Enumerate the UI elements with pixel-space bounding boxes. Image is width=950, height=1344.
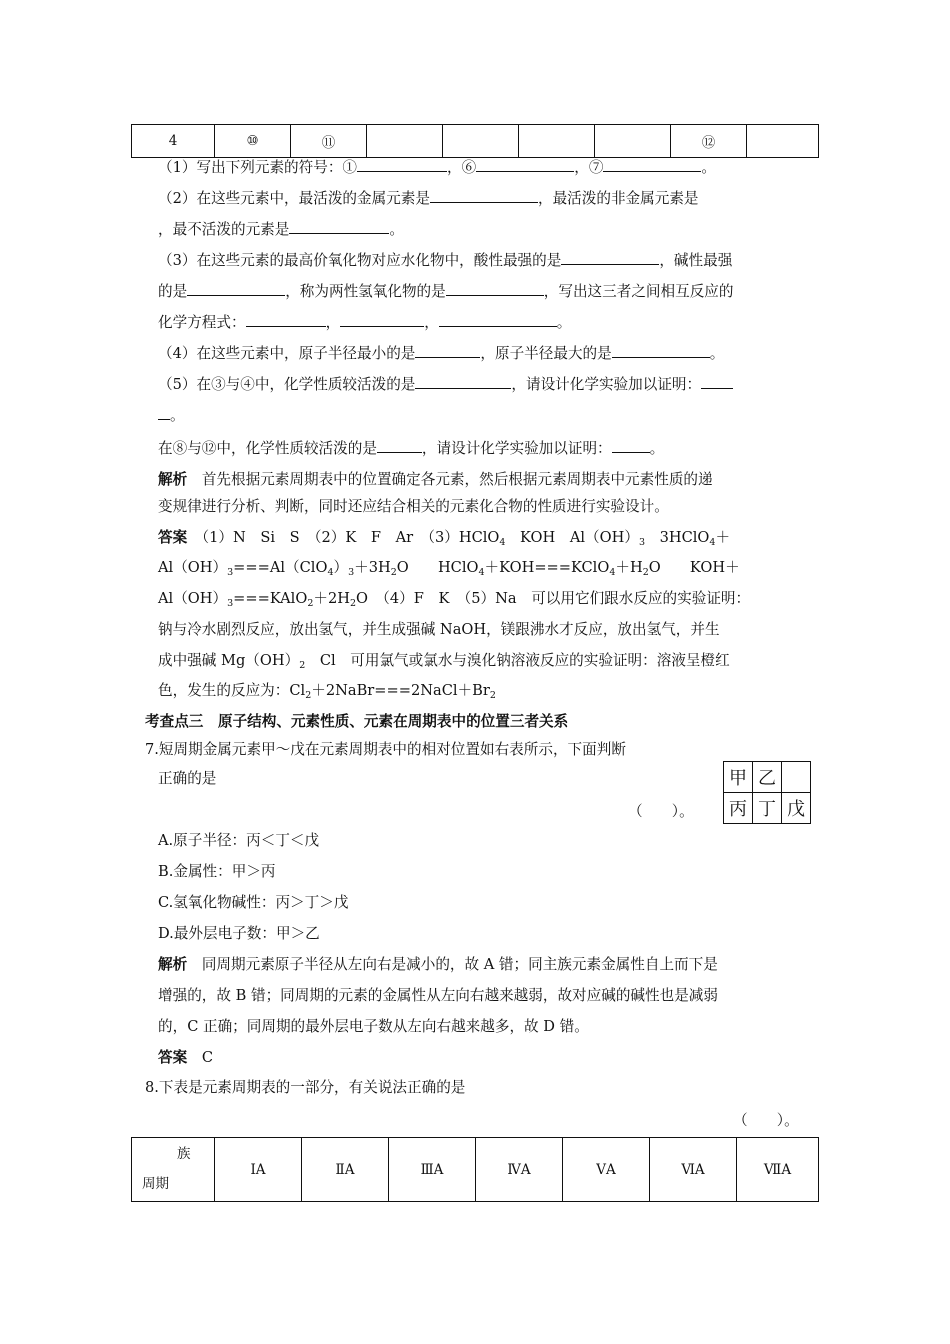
analysis-text: 变规律进行分析、判断，同时还应结合相关的元素化合物的性质进行实验设计。 bbox=[158, 498, 669, 515]
answer-blank[interactable] bbox=[415, 373, 511, 389]
mini-cell: 甲 bbox=[724, 762, 753, 793]
answer-text: ＋2NaBr===2NaCl＋Br bbox=[311, 682, 490, 699]
analysis-1-line-1 bbox=[158, 469, 713, 491]
q2-text: ，最不活泼的元素是 bbox=[158, 221, 290, 238]
analysis-text: 同周期元素原子半径从左向右是减小的，故 A 错；同主族元素金属性自上而下是 bbox=[201, 956, 718, 973]
question-5-line-1 bbox=[158, 373, 733, 396]
q1-sep: ，⑥ bbox=[447, 159, 477, 176]
mini-cell bbox=[782, 762, 811, 793]
group-header: ⅤA bbox=[563, 1138, 650, 1202]
option-b[interactable]: B.金属性：甲＞丙 bbox=[158, 863, 276, 880]
answer-blank[interactable] bbox=[439, 311, 557, 327]
answer-text: ===Al（ClO bbox=[233, 559, 328, 576]
element-cell bbox=[519, 125, 595, 158]
answer-blank[interactable] bbox=[340, 311, 424, 327]
analysis-label: 解析 bbox=[158, 471, 188, 488]
q3-text: 化学方程式： bbox=[158, 314, 246, 331]
answer-blank[interactable] bbox=[289, 218, 389, 234]
answer-blank[interactable] bbox=[246, 311, 326, 327]
q4-text: （4）在这些元素中，原子半径最小的是 bbox=[158, 345, 416, 362]
subscript: 3 bbox=[348, 567, 355, 578]
mini-cell: 乙 bbox=[753, 762, 782, 793]
subscript: 2 bbox=[642, 567, 649, 578]
group-header: ⅡA bbox=[302, 1138, 389, 1202]
option-c[interactable]: C.氢氧化物碱性：丙＞丁＞戊 bbox=[158, 894, 349, 911]
answer-text: Al（OH） bbox=[158, 590, 228, 607]
q5-text: （5）在③与④中，化学性质较活泼的是 bbox=[158, 376, 416, 393]
answer-text: ＋2H bbox=[313, 590, 350, 607]
question-4 bbox=[158, 342, 724, 365]
q1-text: （1）写出下列元素的符号：① bbox=[158, 159, 358, 176]
option-a[interactable]: A.原子半径：丙＜丁＜戊 bbox=[158, 832, 320, 849]
q1-end: 。 bbox=[701, 159, 717, 176]
answer-label: 答案 bbox=[158, 1049, 188, 1066]
answer-text: O （4）F K （5）Na 可以用它们跟水反应的实验证明： bbox=[356, 590, 751, 607]
analysis-1-line-2 bbox=[158, 496, 669, 518]
question-3-line-3 bbox=[158, 311, 571, 334]
answer-1-line-1 bbox=[158, 527, 730, 549]
question-2-line-2 bbox=[158, 218, 404, 241]
answer-text: ＋ bbox=[715, 529, 731, 546]
element-cell bbox=[443, 125, 519, 158]
answer-text: （1）N Si S （2）K F Ar （3）HClO bbox=[201, 529, 500, 546]
q3-sep: ， bbox=[424, 314, 439, 331]
answer-text: 色，发生的反应为：Cl bbox=[158, 682, 306, 699]
element-cell: ⑫ bbox=[671, 125, 747, 158]
answer-2 bbox=[158, 1047, 213, 1069]
element-cell: ⑩ bbox=[215, 125, 291, 158]
answer-text: O KOH＋ bbox=[648, 559, 740, 576]
q5-text: ，请设计化学实验加以证明： bbox=[421, 440, 612, 457]
answer-blank[interactable] bbox=[476, 156, 574, 172]
answer-1-line-6 bbox=[158, 680, 496, 702]
question-7-stem-line-2: 正确的是 bbox=[158, 770, 217, 787]
question-7-stem-line-1: 7.短周期金属元素甲～戊在元素周期表中的相对位置如右表所示，下面判断 bbox=[145, 741, 626, 758]
q2-end: 。 bbox=[389, 221, 404, 238]
answer-text: 3HClO bbox=[644, 529, 710, 546]
q5-text: ，请设计化学实验加以证明： bbox=[511, 376, 702, 393]
answer-text: O HClO bbox=[396, 559, 479, 576]
mini-cell: 丁 bbox=[753, 793, 782, 824]
option-d[interactable]: D.最外层电子数：甲＞乙 bbox=[158, 925, 320, 942]
mini-cell: 戊 bbox=[782, 793, 811, 824]
top-periodic-table-row bbox=[131, 124, 819, 158]
q3-text: ，写出这三者之间相互反应的 bbox=[543, 283, 734, 300]
answer-text: KOH Al（OH） bbox=[505, 529, 639, 546]
analysis-label: 解析 bbox=[158, 956, 188, 973]
group-header: ⅢA bbox=[389, 1138, 476, 1202]
question-5-line-2 bbox=[158, 404, 185, 427]
question-8-stem: 8.下表是元素周期表的一部分，有关说法正确的是 bbox=[145, 1079, 466, 1096]
answer-blank[interactable] bbox=[415, 342, 480, 358]
answer-text: ） bbox=[333, 559, 349, 576]
subscript: 2 bbox=[349, 598, 357, 609]
question-2-line-1 bbox=[158, 187, 699, 210]
question-3-line-1 bbox=[158, 249, 732, 272]
q3-text: 的是 bbox=[158, 283, 188, 300]
subscript: 4 bbox=[327, 567, 334, 578]
answer-text: Cl 可用氯气或氯水与溴化钠溶液反应的实验证明：溶液呈橙红 bbox=[305, 652, 730, 669]
subscript: 2 bbox=[489, 690, 496, 701]
q3-end: 。 bbox=[556, 314, 572, 331]
answer-text: 钠与冷水剧烈反应，放出氢气，并生成强碱 NaOH，镁跟沸水才反应，放出氢气，并生 bbox=[158, 621, 720, 638]
period-cell: 4 bbox=[132, 125, 215, 158]
question-8-answer-paren: （ ）。 bbox=[733, 1112, 799, 1129]
corner-label-period: 周期 bbox=[142, 1176, 169, 1192]
subscript: 3 bbox=[227, 598, 234, 609]
question-5-line-3 bbox=[158, 437, 664, 460]
corner-label-group: 族 bbox=[177, 1146, 191, 1162]
q4-text: ，原子半径最大的是 bbox=[480, 345, 612, 362]
answer-blank[interactable] bbox=[612, 342, 710, 358]
subscript: 2 bbox=[307, 598, 314, 609]
element-cell bbox=[595, 125, 671, 158]
subscript: 2 bbox=[390, 567, 397, 578]
q2-text: ，最活泼的非金属元素是 bbox=[537, 190, 699, 207]
subscript: 2 bbox=[305, 690, 312, 701]
analysis-2-line-1 bbox=[158, 954, 718, 976]
answer-blank[interactable] bbox=[158, 404, 170, 420]
answer-text: C bbox=[201, 1049, 213, 1066]
corner-cell bbox=[132, 1138, 215, 1202]
question-1 bbox=[158, 156, 716, 179]
subscript: 2 bbox=[299, 660, 306, 671]
answer-text: ＋KOH===KClO bbox=[484, 559, 610, 576]
element-cell bbox=[367, 125, 443, 158]
answer-1-line-4 bbox=[158, 619, 720, 641]
answer-blank[interactable] bbox=[187, 280, 285, 296]
answer-text: ===KAlO bbox=[233, 590, 308, 607]
answer-text: ＋H bbox=[615, 559, 643, 576]
q5-end: 。 bbox=[170, 407, 185, 424]
group-header: ⅥA bbox=[650, 1138, 737, 1202]
section-heading: 考查点三 原子结构、元素性质、元素在周期表中的位置三者关系 bbox=[145, 713, 569, 730]
question-7-answer-paren: （ ）。 bbox=[628, 803, 694, 820]
answer-text: Al（OH） bbox=[158, 559, 228, 576]
q2-text: （2）在这些元素中，最活泼的金属元素是 bbox=[158, 190, 430, 207]
answer-1-line-3 bbox=[158, 588, 750, 610]
subscript: 3 bbox=[227, 567, 234, 578]
subscript: 3 bbox=[638, 537, 645, 548]
q3-text: （3）在这些元素的最高价氧化物对应水化物中，酸性最强的是 bbox=[158, 252, 562, 269]
q5-end: 。 bbox=[649, 440, 665, 457]
answer-1-line-5 bbox=[158, 650, 730, 672]
answer-blank[interactable] bbox=[612, 437, 650, 453]
group-header: ⅣA bbox=[476, 1138, 563, 1202]
question-3-line-2 bbox=[158, 280, 733, 303]
subscript: 4 bbox=[478, 567, 485, 578]
answer-blank[interactable] bbox=[561, 249, 659, 265]
answer-text: ＋3H bbox=[354, 559, 391, 576]
answer-blank[interactable] bbox=[603, 156, 701, 172]
q1-sep: ，⑦ bbox=[574, 159, 604, 176]
group-header-table bbox=[131, 1137, 819, 1202]
answer-blank[interactable] bbox=[377, 437, 422, 453]
answer-blank[interactable] bbox=[430, 187, 538, 203]
answer-text: 成中强碱 Mg（OH） bbox=[158, 652, 300, 669]
element-cell: ⑪ bbox=[291, 125, 367, 158]
analysis-text: 首先根据元素周期表中的位置确定各元素，然后根据元素周期表中元素性质的递 bbox=[201, 471, 713, 488]
q3-text: ，称为两性氢氧化物的是 bbox=[285, 283, 446, 300]
answer-blank[interactable] bbox=[357, 156, 447, 172]
q4-end: 。 bbox=[709, 345, 725, 362]
subscript: 4 bbox=[499, 537, 506, 548]
answer-label: 答案 bbox=[158, 529, 188, 546]
subscript: 4 bbox=[709, 537, 716, 548]
subscript: 4 bbox=[609, 567, 616, 578]
analysis-2-line-2: 增强的，故 B 错；同周期的元素的金属性从左向右越来越弱，故对应碱的碱性也是减弱 bbox=[158, 987, 718, 1004]
element-position-table bbox=[723, 761, 811, 824]
mini-cell: 丙 bbox=[724, 793, 753, 824]
analysis-2-line-3: 的，C 正确；同周期的最外层电子数从左向右越来越多，故 D 错。 bbox=[158, 1018, 589, 1035]
answer-blank[interactable] bbox=[701, 373, 733, 389]
element-cell bbox=[747, 125, 819, 158]
q3-text: ，碱性最强 bbox=[659, 252, 733, 269]
answer-blank[interactable] bbox=[446, 280, 544, 296]
q5-text: 在⑧与⑫中，化学性质较活泼的是 bbox=[158, 440, 377, 457]
group-header: ⅠA bbox=[215, 1138, 302, 1202]
answer-1-line-2 bbox=[158, 557, 740, 579]
group-header: ⅦA bbox=[737, 1138, 819, 1202]
q3-sep: ， bbox=[325, 314, 341, 331]
